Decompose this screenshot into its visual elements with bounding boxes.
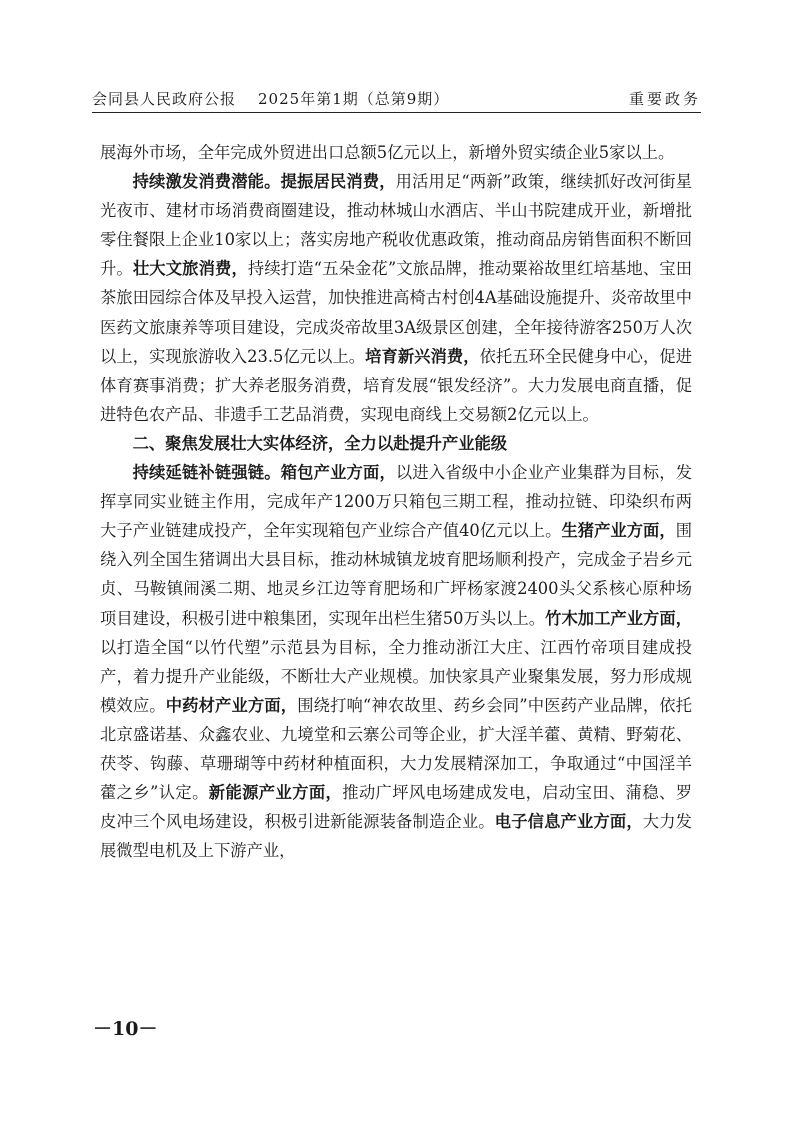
body-text: 用活用足“两新”政策，继续抓好改河街星光夜市、建材市场消费商圈建设，推动林城山水酒店、半山书院建成开业，新增批零住餐限上企业10家以上；落实房地产税收优惠政策，推动商品房销售面积不断回升。 (100, 172, 692, 279)
bold-lead-text: 中药材产业方面， (165, 695, 298, 715)
page-header (92, 88, 701, 116)
bold-lead-text: 竹木加工产业方面， (545, 608, 692, 628)
bold-lead-text: 电子信息产业方面， (494, 812, 643, 832)
article-body (100, 138, 692, 865)
bold-lead-text: 新能源产业方面， (208, 783, 343, 803)
paragraph-industry-chain (100, 458, 692, 865)
header-left (92, 88, 471, 109)
bold-lead-text: 持续激发消费潜能。 (132, 172, 281, 192)
paragraph-continuation: 展海外市场，全年完成外贸进出口总额5亿元以上，新增外贸实绩企业5家以上。 (100, 143, 675, 162)
page-number: －10－ (93, 1018, 158, 1040)
bold-lead-text: 箱包产业方面， (280, 463, 396, 483)
bold-lead-text: 生猪产业方面， (561, 521, 676, 541)
header-rule (92, 112, 701, 113)
bold-lead-text: 壮大文旅消费， (132, 259, 248, 279)
body-text: 围绕入列全国生猪调出大县目标，推动林城镇龙坡育肥场顺利投产，完成金子岩乡元贞、马鞍镇闹溪二期、地灵乡江边等育肥场和广坪杨家渡2400头父系核心原种场项目建设，积极引进中粮集团，实现年出栏生猪50万头以上。 (100, 521, 692, 628)
body-text: 围绕打响“神农故里、药乡会同”中医药产业品牌，依托北京盛诺基、众鑫农业、九境堂和云寨公司等企业，扩大淫羊藿、黄精、野菊花、茯苓、钩藤、草珊瑚等中药材种植面积，大力发展精深加工，争取通过“中国淫羊藿之乡”认定。 (100, 695, 692, 803)
heading-text: 二、聚焦发展壮大实体经济，全力以赴提升产业能级 (132, 433, 508, 453)
body-text: 大力发展微型电机及上下游产业， (100, 812, 692, 861)
bold-lead-text: 培育新兴消费， (365, 346, 480, 366)
body-text: 依托五环全民健身中心，促进体育赛事消费；扩大养老服务消费，培育发展“银发经济”。大力发展电商直播，促进特色农产品、非遗手工艺品消费，实现电商线上交易额2亿元以上。 (100, 346, 692, 424)
body-text: 推动广坪风电场建成发电，启动宝田、蒲稳、罗皮冲三个风电场建设，积极引进新能源装备制造企业。 (100, 783, 692, 832)
paragraph-consumption (100, 167, 692, 429)
bold-lead-text: 提振居民消费， (280, 172, 396, 192)
section-label: 重要政务 (628, 90, 701, 108)
section-heading (100, 429, 692, 458)
issue-number: 2025年第1期（总第9期） (258, 90, 450, 108)
body-text: 以进入省级中小企业产业集群为目标，发挥享同实业链主作用，完成年产1200万只箱包三期工程，推动拉链、印染织布两大子产业链建成投产，全年实现箱包产业综合产值40亿元以上。 (100, 463, 692, 541)
gazette-title: 会同县人民政府公报 (92, 90, 237, 108)
bold-lead-text: 持续延链补链强链。 (132, 463, 281, 483)
body-text: 持续打造“五朵金花”文旅品牌，推动粟裕故里红培基地、宝田茶旅田园综合体及早投入运营，加快推进高椅古村创4A基础设施提升、炎帝故里中医药文旅康养等项目建设，完成炎帝故里3A级景区创建，全年接待游客250万人次以上，实现旅游收入23.5亿元以上。 (100, 259, 692, 366)
body-text: 以打造全国“以竹代塑”示范县为目标，全力推动浙江大庄、江西竹帝项目建成投产，着力提升产业能级，不断壮大产业规模。加快家具产业聚集发展，努力形成规模效应。 (100, 637, 692, 715)
